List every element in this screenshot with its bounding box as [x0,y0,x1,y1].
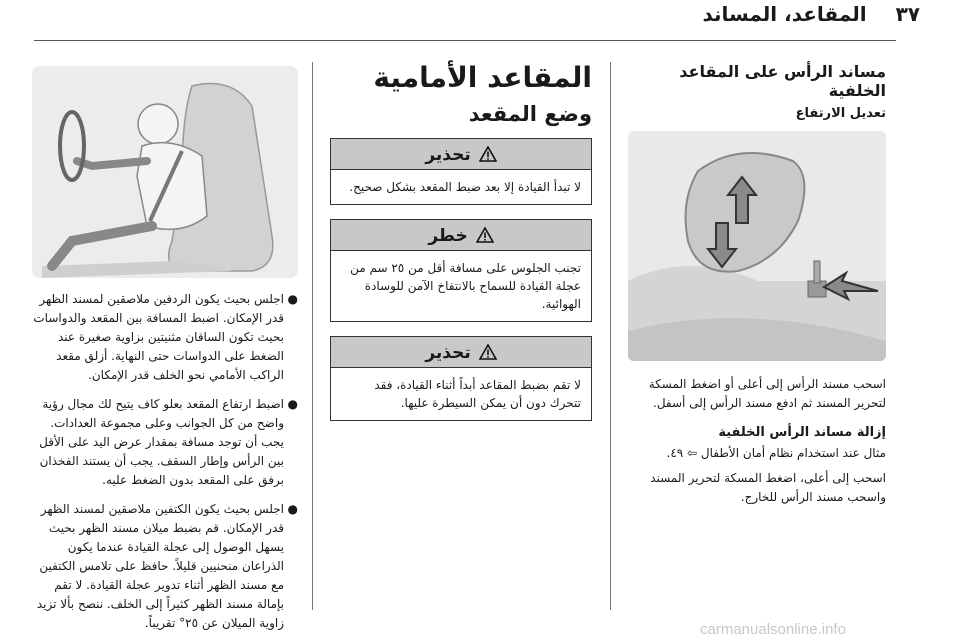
list-item [32,500,298,633]
warning-box-1-header [331,139,591,170]
middle-column [330,62,592,435]
rear-headrests-heading: مساند الرأس على المقاعد الخلفية [679,62,886,100]
warning-box-2-label: تحذير [425,343,471,363]
danger-box-text: تجنب الجلوس على مسافة أقل من ٢٥ سم من عجلة القيادة للسماح بالانتفاخ الآمن للوسادة الهوائية. [350,261,581,311]
page-header [702,2,920,26]
warning-triangle-icon [479,344,497,360]
danger-box-label: خطر [428,226,468,246]
driver-seating-position-illustration [32,66,298,278]
right-column [624,62,886,507]
remove-headrests-subheading: إزالة مساند الرأس الخلفية [718,425,886,440]
seat-position-subtitle: وضع المقعد [468,102,592,126]
danger-box [330,219,592,322]
seat-bullet-1: اجلس بحيث يكون الردفين ملاصقين لمسند الظهر قدر الإمكان. اضبط المسافة بين المقعد والدواسات بحيث تكون الساقان مثنيتين بزاوية صغيرة عند الضغط على الدواسات حتى النهاية. أزلق مقعد الراكب الأمامي نحو الخلف قدر الإمكان. [33,292,284,382]
danger-box-header [331,220,591,251]
warning-triangle-icon [479,146,497,162]
warning-box-1-text: لا تبدأ القيادة إلا بعد ضبط المقعد بشكل صحيح. [349,180,581,194]
warning-box-2-header [331,337,591,368]
front-seats-title: المقاعد الأمامية [373,61,592,94]
column-divider-right [610,62,611,610]
warning-box-1 [330,138,592,205]
header-rule [34,40,896,41]
bullet-icon: ● [287,292,298,306]
left-column [32,66,298,643]
warning-box-1-label: تحذير [425,145,471,165]
list-item [32,290,298,385]
height-adjust-text: اسحب مسند الرأس إلى أعلى أو اضغط المسكة لتحرير المسند ثم ادفع مسند الرأس إلى أسفل. [648,377,886,410]
warning-box-2-text: لا تقم بضبط المقاعد أبداً أثناء القيادة، فقد تتحرك دون أن يمكن السيطرة عليها. [374,378,581,410]
section-title: المقاعد، المساند [702,2,867,26]
height-adjust-subheading: تعديل الارتفاع [795,106,886,121]
bullet-icon: ● [287,502,298,516]
list-item [32,395,298,490]
remove-headrests-example[interactable]: مثال عند استخدام نظام أمان الأطفال ⇦ ٤٩. [666,446,886,460]
warning-triangle-icon [476,227,494,243]
seat-bullet-2: اضبط ارتفاع المقعد بعلو كاف يتيح لك مجال رؤية واضح من كل الجوانب وعلى مجموعة العدادات. يجب أن توجد مسافة بمقدار عرض اليد على الأقل بين الرأس وإطار السقف. يجب أن يستند الفخذان برفق على المقعد بدون الضغط عليه. [39,397,284,487]
seat-bullet-3: اجلس بحيث يكون الكتفين ملاصقين لمسند الظهر قدر الإمكان. قم بضبط ميلان مسند الظهر بحيث يسهل الوصول إلى عجلة القيادة عندما يكون الذراعان منحنيين قليلاً. حافظ على تلامس الكتفين مع مسند الظهر أثناء تدوير عجلة القيادة. لا تقم بإمالة مسند الظهر كثيراً إلى الخلف. ننصح بألا تزيد زاوية الميلان عن ٢٥° تقريباً. [36,502,284,630]
column-divider-left [312,62,313,610]
warning-box-2 [330,336,592,421]
headrest-adjust-illustration [628,131,886,361]
watermark: carmanualsonline.info [700,621,846,638]
page-number: ٣٧ [895,2,920,26]
remove-headrests-text: اسحب إلى أعلى، اضغط المسكة لتحرير المسند واسحب مسند الرأس للخارج. [650,471,886,504]
bullet-icon: ● [287,397,298,411]
